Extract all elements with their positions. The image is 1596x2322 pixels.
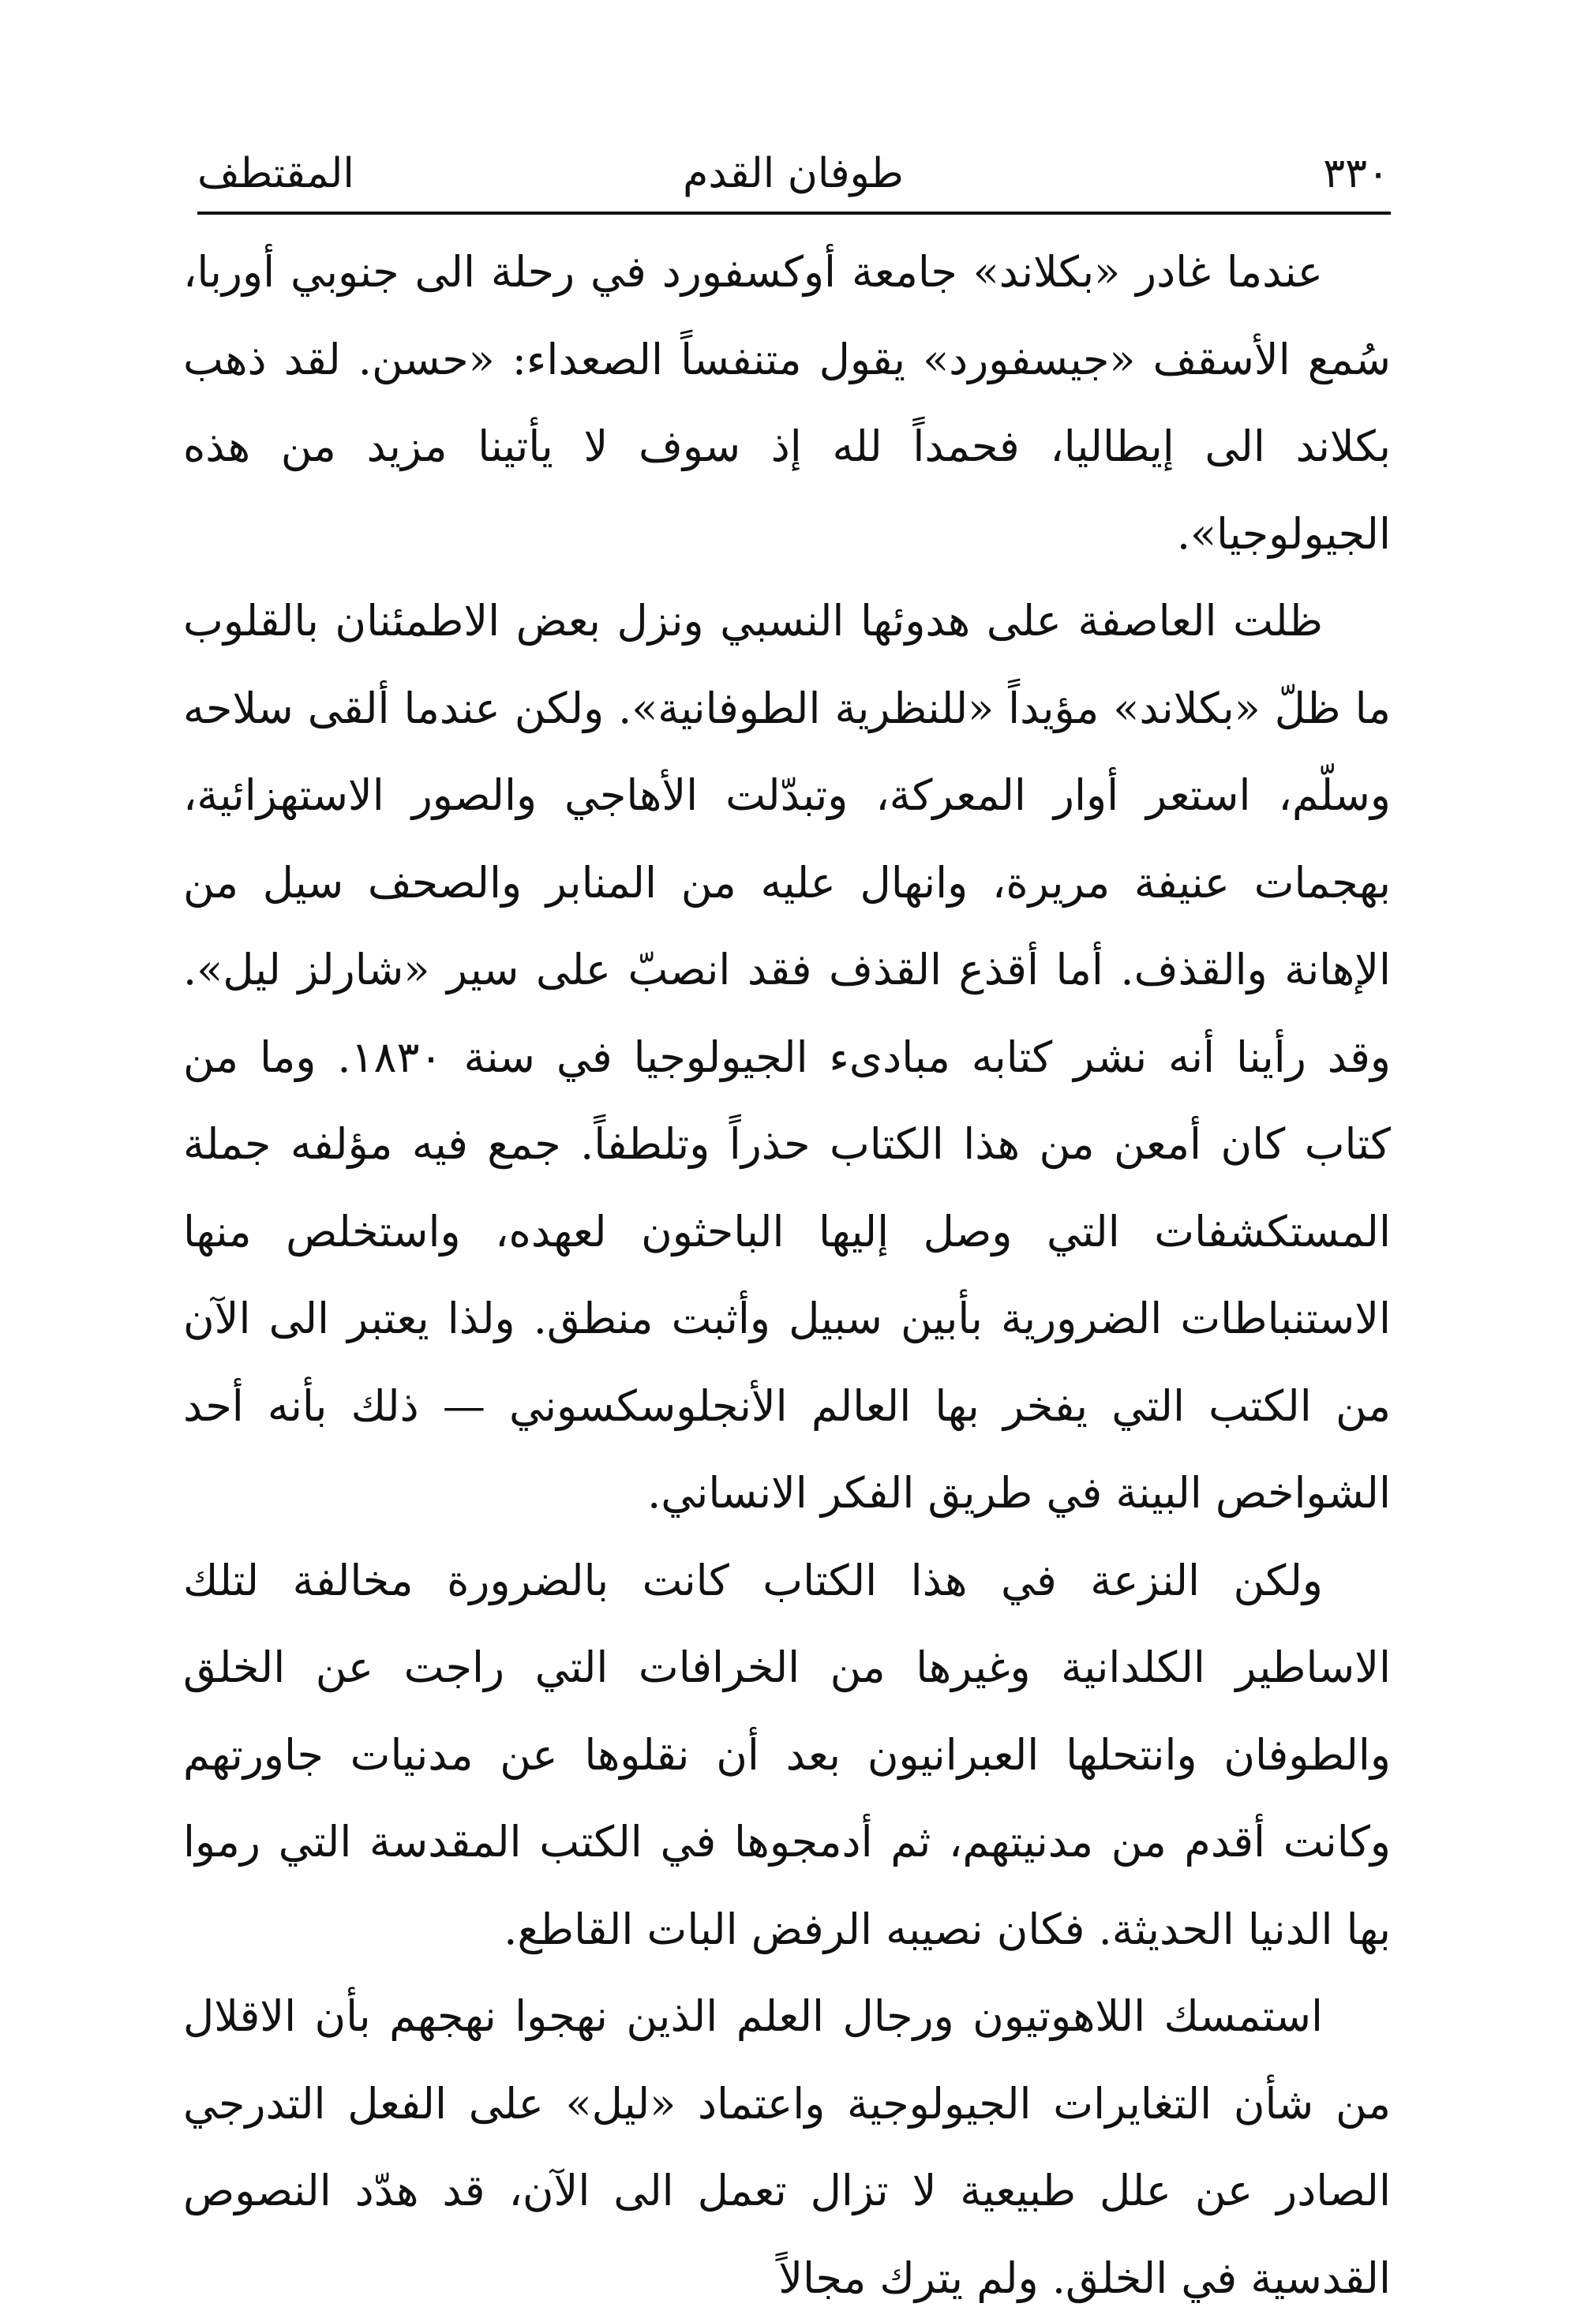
body-text	[183, 229, 1391, 2322]
paragraph-2: ظلت العاصفة على هدوئها النسبي ونزل بعض الاطمئنان بالقلوب ما ظلّ «بكلاند» مؤيداً «للنظرية الطوفانية». ولكن عندما ألقى سلاحه وسلّم، استعر أوار المعركة، وتبدّلت الأهاجي والصور الاستهزائية، بهجمات عنيفة مريرة، وانهال عليه من المنابر والصحف سيل من الإهانة والقذف. أما أقذع القذف فقد انصبّ على سير «شارلز ليل». وقد رأينا أنه نشر كتابه مبادىء الجيولوجيا في سنة ١٨٣٠. وما من كتاب كان أمعن من هذا الكتاب حذراً وتلطفاً. جمع فيه مؤلفه جملة المستكشفات التي وصل إليها الباحثون لعهده، واستخلص منها الاستنباطات الضرورية بأبين سبيل وأثبت منطق. ولذا يعتبر الى الآن من الكتب التي يفخر بها العالم الأنجلوسكسوني — ذلك بأنه أحد الشواخص البينة في طريق الفكر الانساني.	[183, 596, 1392, 1518]
paragraph-1: عندما غادر «بكلاند» جامعة أوكسفورد في رحلة الى جنوبي أوربا، سُمع الأسقف «جيسفورد» يقول متنفساً الصعداء: «حسن. لقد ذهب بكلاند الى إيطاليا، فحمداً لله إذ سوف لا يأتينا مزيد من هذه الجيولوجيا».	[183, 247, 1391, 559]
running-header	[197, 142, 1389, 205]
chapter-title: طوفان القدم	[683, 150, 904, 197]
journal-name: المقتطف	[197, 150, 354, 197]
page-number: ٣٣٠	[1323, 150, 1389, 197]
paragraph-3: ولكن النزعة في هذا الكتاب كانت بالضرورة مخالفة لتلك الاساطير الكلدانية وغيرها من الخرافات التي راجت عن الخلق والطوفان وانتحلها العبرانيون بعد أن نقلوها عن مدنيات جاورتهم وكانت أقدم من مدنيتهم، ثم أدمجوها في الكتب المقدسة التي رموا بها الدنيا الحديثة. فكان نصيبه الرفض البات القاطع.	[183, 1555, 1391, 1954]
paragraph-4: استمسك اللاهوتيون ورجال العلم الذين نهجوا نهجهم بأن الاقلال من شأن التغايرات الجيولوجية واعتماد «ليل» على الفعل التدرجي الصادر عن علل طبيعية لا تزال تعمل الى الآن، قد هدّد النصوص القدسية في الخلق. ولم يترك مجالاً	[183, 1991, 1391, 2303]
header-rule	[197, 212, 1391, 215]
